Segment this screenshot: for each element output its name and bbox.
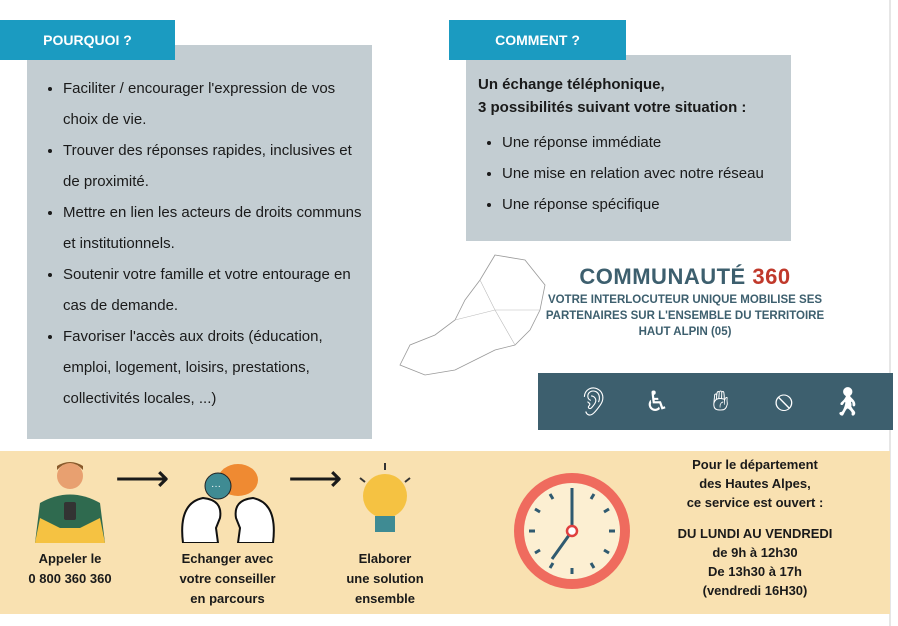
pourquoi-title: POURQUOI ? xyxy=(0,20,175,60)
step-text: Echanger avec xyxy=(181,551,274,566)
comment-item: • Une réponse spécifique xyxy=(502,189,791,220)
step-call xyxy=(10,549,130,589)
accessibility-icons-bar xyxy=(538,373,893,430)
svg-text:···: ··· xyxy=(211,481,221,492)
step-solution xyxy=(335,549,435,609)
hearing-impairment-icon: 👂︎ xyxy=(575,386,612,417)
comment-item: • Une mise en relation avec notre réseau xyxy=(502,158,791,189)
hours-slot: de 9h à 12h30 xyxy=(712,545,798,560)
brand-tagline: VOTRE INTERLOCUTEUR UNIQUE MOBILISE SES PARTENAIRES SUR L'ENSEMBLE DU TERRITOIRE HAUT ALPIN (05) xyxy=(545,294,825,338)
pourquoi-box xyxy=(27,45,372,439)
comment-intro-2: 3 possibilités suivant votre situation : xyxy=(478,99,747,116)
hours-note: (vendredi 16H30) xyxy=(702,583,808,598)
wheelchair-icon: ♿︎ xyxy=(644,386,670,417)
hours-slot: De 13h30 à 17h xyxy=(708,564,802,579)
pourquoi-item: • Mettre en lien les acteurs de droits communs et institutionnels. xyxy=(63,197,363,259)
brand-number: 360 xyxy=(752,264,791,289)
step-text: Appeler le xyxy=(38,551,102,566)
clock-icon xyxy=(510,464,635,599)
pourquoi-item: • Trouver des réponses rapides, inclusives et de proximité. xyxy=(63,135,363,197)
chronic-pain-icon: 🚶︎ xyxy=(829,386,866,417)
phone-number[interactable]: 0 800 360 360 xyxy=(28,571,112,586)
pourquoi-item: • Soutenir votre famille et votre entourage en cas de demande. xyxy=(63,259,363,321)
opening-hours xyxy=(650,455,860,600)
comment-title: COMMENT ? xyxy=(449,20,626,60)
step-text: ensemble xyxy=(355,591,415,606)
person-phone-icon xyxy=(30,458,110,543)
pourquoi-item: • Favoriser l'accès aux droits (éducation, emploi, logement, loisirs, prestations, collectivités locales, ...) xyxy=(63,321,363,414)
step-text: une solution xyxy=(346,571,424,586)
communaute-block xyxy=(540,264,830,340)
lightbulb-icon xyxy=(350,458,420,543)
hours-intro: Pour le département xyxy=(692,457,818,472)
comment-intro-1: Un échange téléphonique, xyxy=(478,76,665,93)
step-text: en parcours xyxy=(190,591,265,606)
hours-intro: ce service est ouvert : xyxy=(686,495,824,510)
comment-item: • Une réponse immédiate xyxy=(502,127,791,158)
visual-impairment-icon: ⦸ xyxy=(774,385,793,416)
arrow-icon: ⟶ xyxy=(115,458,170,500)
sign-language-icon: ✋︎ xyxy=(712,385,729,416)
arrow-icon: ⟶ xyxy=(288,458,343,500)
conversation-heads-icon xyxy=(178,458,278,543)
step-exchange xyxy=(165,549,290,609)
hours-intro: des Hautes Alpes, xyxy=(699,476,811,491)
comment-box xyxy=(466,55,791,241)
step-text: Elaborer xyxy=(358,551,412,566)
hours-days: DU LUNDI AU VENDREDI xyxy=(677,526,833,541)
brand-name: COMMUNAUTÉ xyxy=(579,264,746,289)
step-text: votre conseiller xyxy=(179,571,276,586)
pourquoi-item: • Faciliter / encourager l'expression de vos choix de vie. xyxy=(63,73,363,135)
